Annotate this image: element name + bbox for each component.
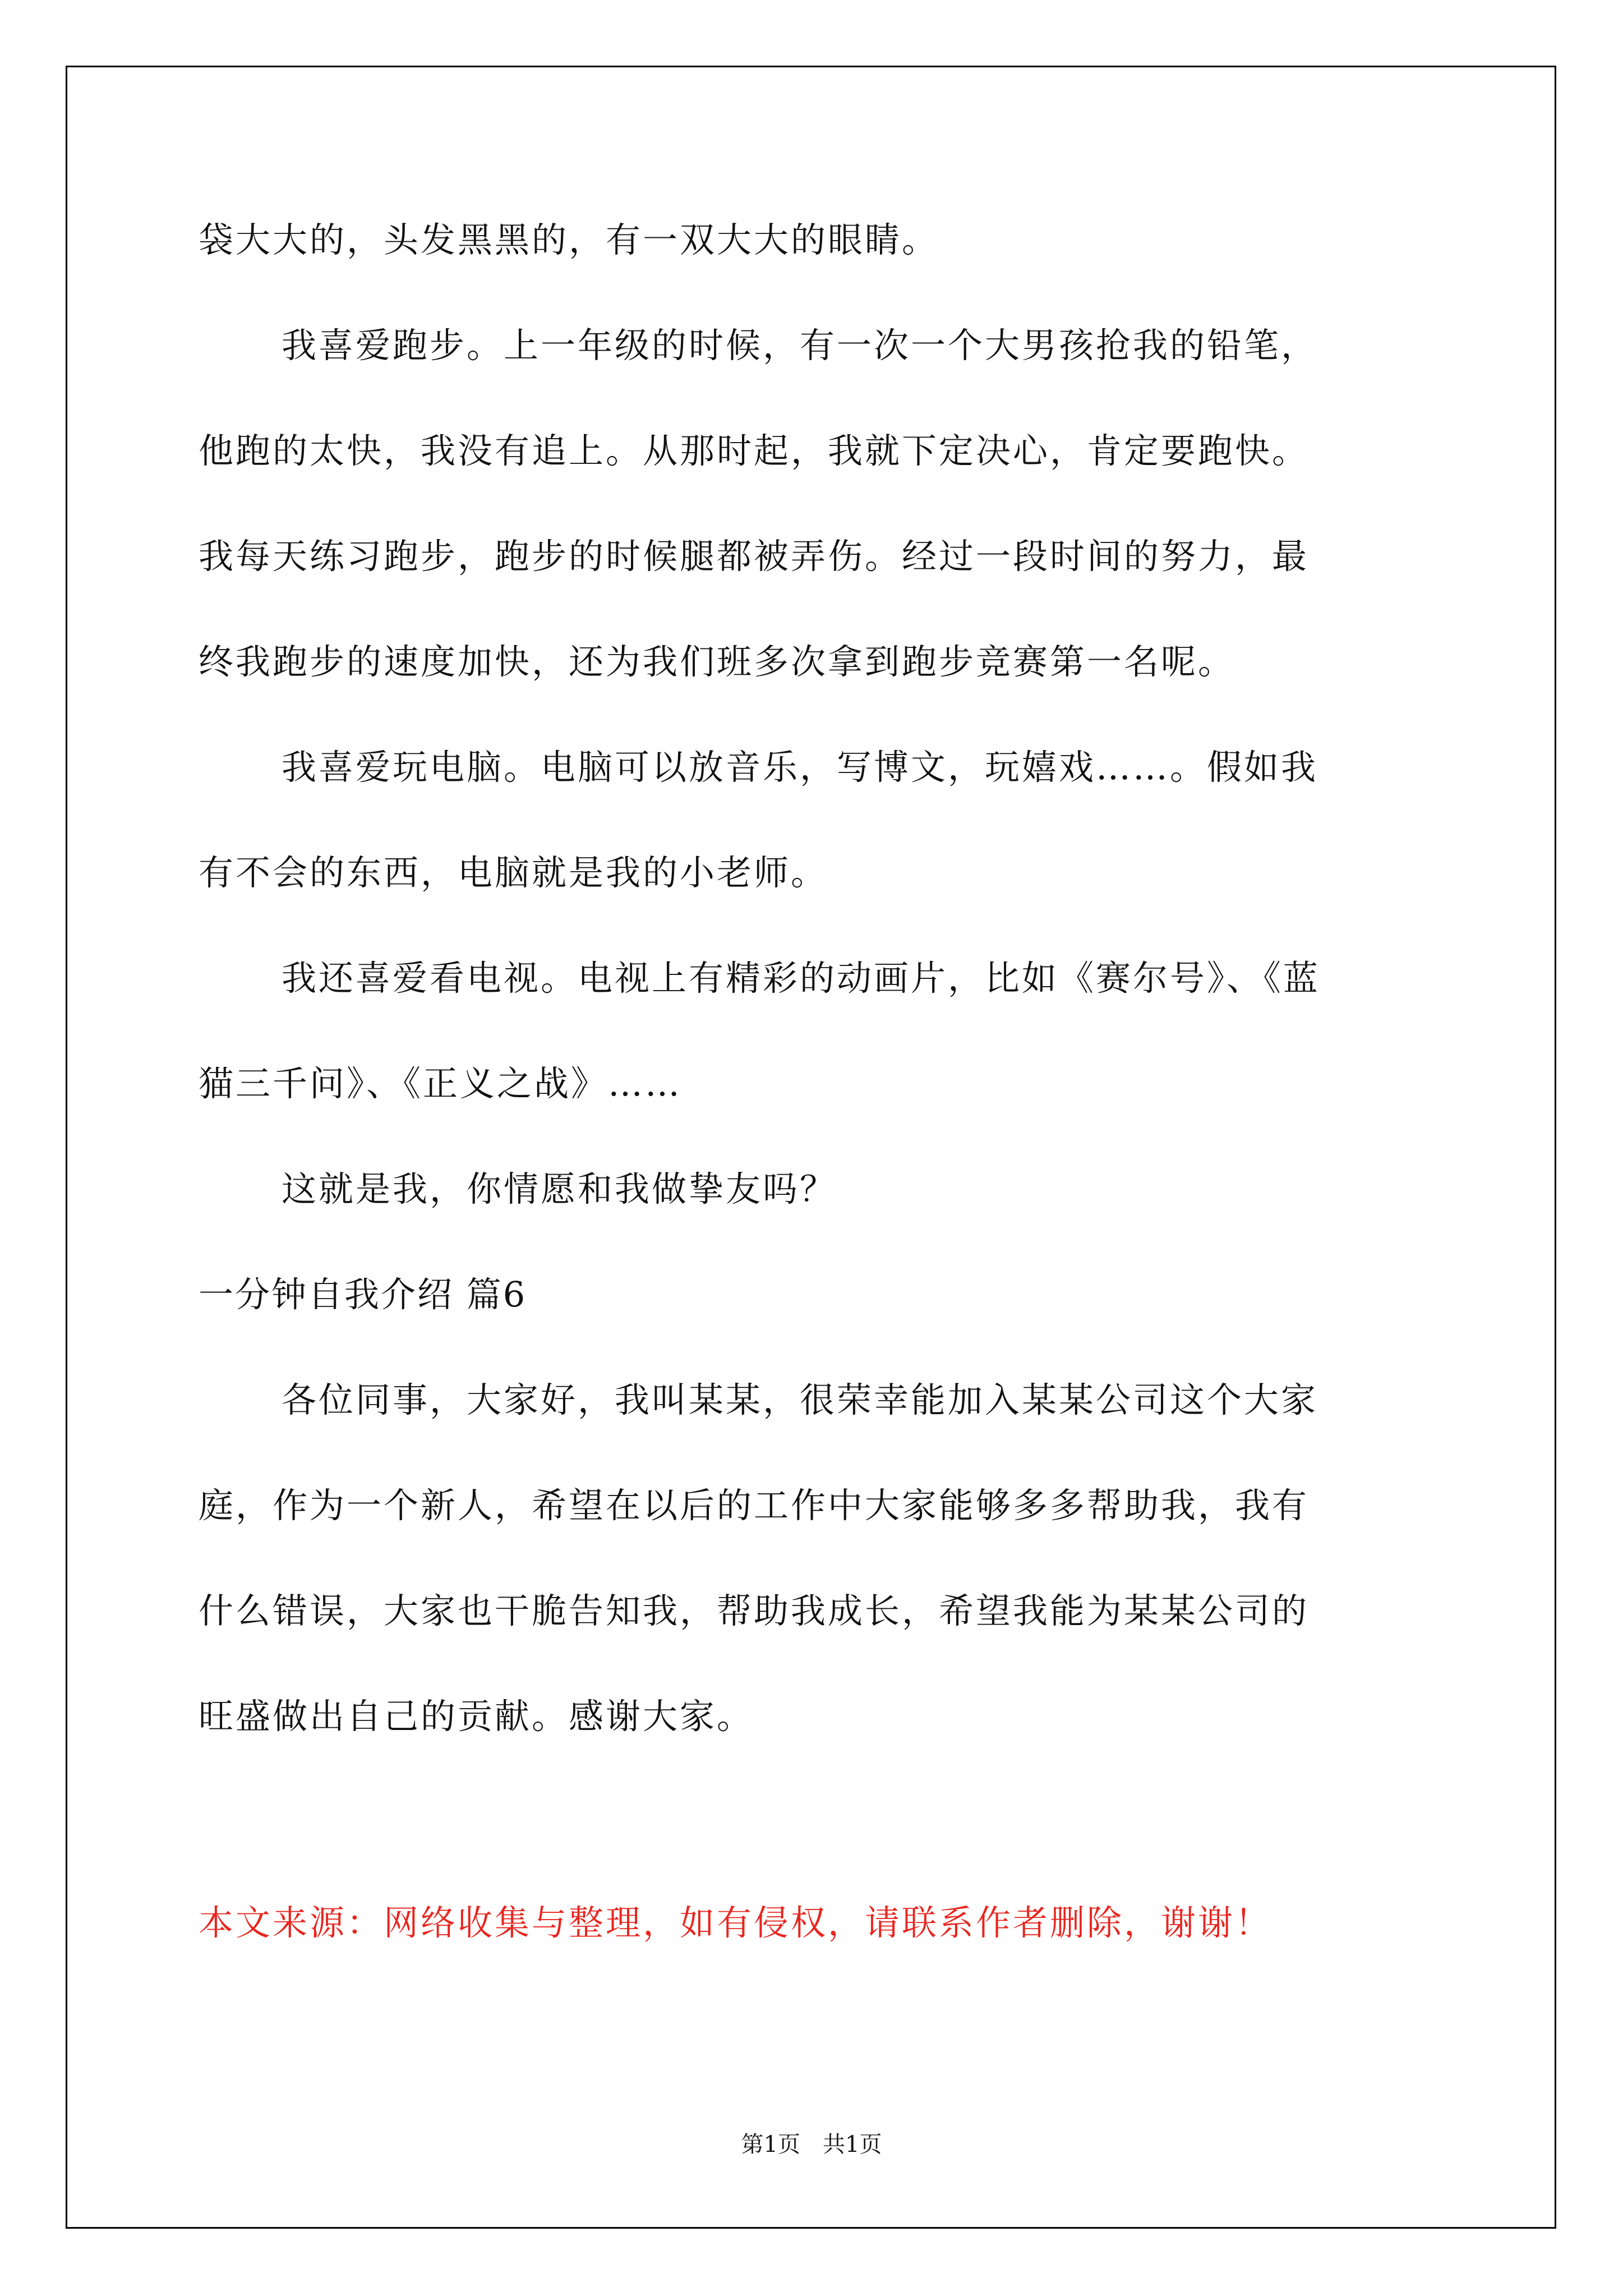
paragraph-line: 我喜爱跑步。上一年级的时候，有一次一个大男孩抢我的铅笔， [282,325,1318,366]
paragraph-line: 终我跑步的速度加快，还为我们班多次拿到跑步竞赛第一名呢。 [199,641,1235,682]
paragraph-line: 我喜爱玩电脑。电脑可以放音乐，写博文，玩嬉戏……。假如我 [282,747,1318,788]
paragraph-line: 旺盛做出自己的贡献。感谢大家。 [199,1696,754,1737]
source-note: 本文来源：网络收集与整理，如有侵权，请联系作者删除，谢谢！ [199,1902,1272,1943]
paragraph-line: 这就是我，你情愿和我做挚友吗？ [282,1168,837,1209]
paragraph-line: 他跑的太快，我没有追上。从那时起，我就下定决心，肯定要跑快。 [199,430,1310,471]
paragraph-line: 猫三千问》、《正义之战》…… [199,1063,683,1104]
paragraph-line: 袋大大的，头发黑黑的，有一双大大的眼睛。 [199,219,939,260]
paragraph-line: 什么错误，大家也干脆告知我，帮助我成长，希望我能为某某公司的 [199,1590,1310,1631]
paragraph-line: 有不会的东西，电脑就是我的小老师。 [199,852,828,893]
paragraph-line: 庭，作为一个新人，希望在以后的工作中大家能够多多帮助我，我有 [199,1485,1310,1526]
page-footer [0,2131,1623,2159]
paragraph-line: 我还喜爱看电视。电视上有精彩的动画片，比如《赛尔号》、《蓝 [282,958,1321,999]
page-total: 共1页 [823,2132,882,2157]
paragraph-line: 各位同事，大家好，我叫某某，很荣幸能加入某某公司这个大家 [282,1379,1318,1420]
section-heading: 一分钟自我介绍 篇6 [199,1274,527,1315]
page-number: 第1页 [741,2132,800,2157]
paragraph-line: 我每天练习跑步，跑步的时候腿都被弄伤。经过一段时间的努力，最 [199,536,1310,577]
